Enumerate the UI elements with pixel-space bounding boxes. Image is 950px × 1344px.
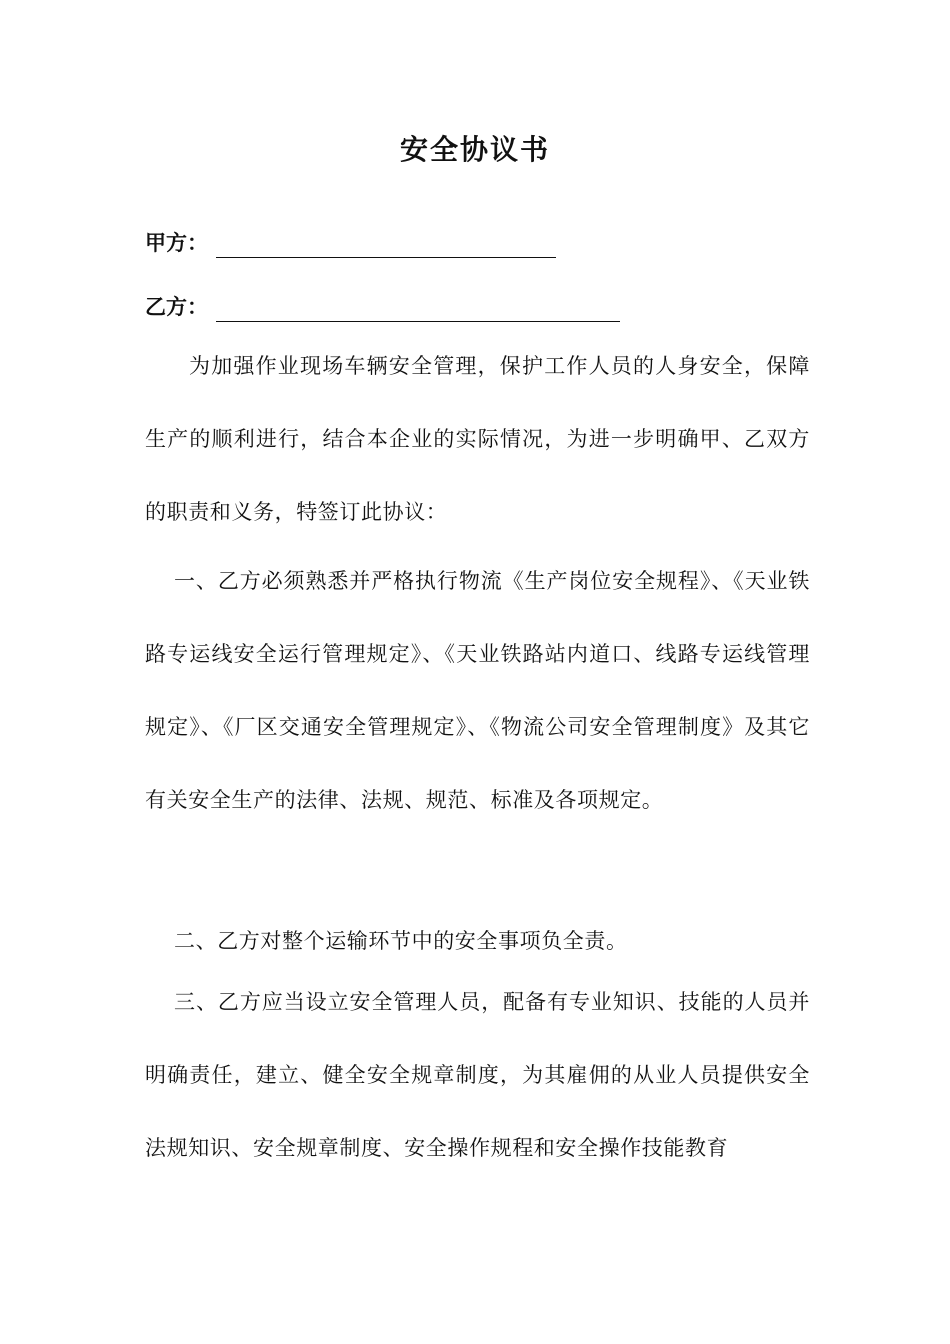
clause-2: 二、乙方对整个运输环节中的安全事项负全责。 xyxy=(174,929,628,953)
party-a-blank-line xyxy=(216,233,556,258)
party-b-blank-line xyxy=(216,297,620,322)
party-a-label: 甲方： xyxy=(145,230,208,255)
document-title: 安全协议书 xyxy=(399,133,550,166)
clause-1: 一、乙方必须熟悉并严格执行物流《生产岗位安全规程》、《天业铁路专运线安全运行管理规定》、《天业铁路站内道口、线路专运线管理规定》、《厂区交通安全管理规定》、《物流公司安全管理制度》及其它有关安全生产的法律、法规、规范、标准及各项规定。 xyxy=(145,569,810,812)
party-b-field xyxy=(145,292,620,322)
clause-3: 三、乙方应当设立安全管理人员，配备有专业知识、技能的人员并明确责任，建立、健全安全规章制度，为其雇佣的从业人员提供安全法规知识、安全规章制度、安全操作规程和安全操作技能教育 xyxy=(145,990,810,1160)
party-b-label: 乙方： xyxy=(145,294,208,319)
party-a-field xyxy=(145,228,556,258)
intro-paragraph: 为加强作业现场车辆安全管理，保护工作人员的人身安全，保障生产的顺利进行，结合本企业的实际情况，为进一步明确甲、乙双方的职责和义务，特签订此协议： xyxy=(145,354,810,524)
